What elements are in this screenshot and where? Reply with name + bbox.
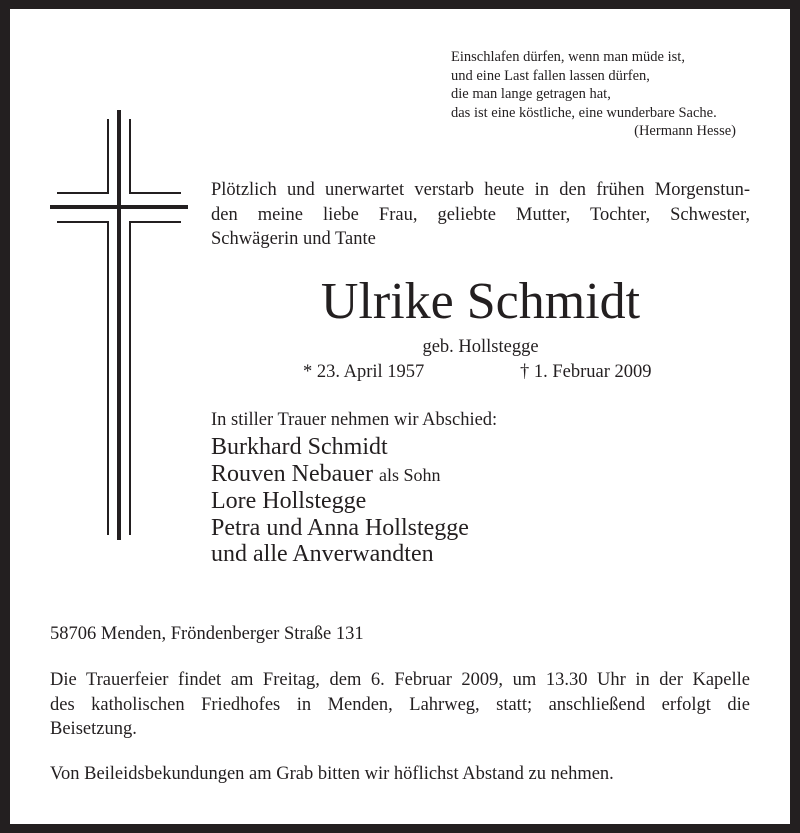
mourner-name: Lore Hollstegge bbox=[211, 488, 367, 514]
mourner-name: Burkhard Schmidt bbox=[211, 434, 388, 460]
quote-line: die man lange getragen hat, bbox=[451, 86, 611, 102]
address: 58706 Menden, Fröndenberger Straße 131 bbox=[50, 624, 364, 644]
service-line: des katholischen Friedhofes in Menden, Lahrweg, statt; anschließend erfolgt die bbox=[50, 694, 750, 715]
hesse-quote bbox=[451, 48, 736, 141]
intro-text bbox=[211, 178, 750, 252]
maiden-name: geb. Hollstegge bbox=[422, 337, 539, 357]
mourner bbox=[211, 488, 469, 515]
service-line: Beisetzung. bbox=[50, 719, 137, 739]
mourning-intro: In stiller Trauer nehmen wir Abschied: bbox=[211, 410, 498, 430]
quote-line: das ist eine köstliche, eine wunderbare Sache. bbox=[451, 104, 717, 121]
mourner bbox=[211, 434, 469, 461]
mourners-list bbox=[211, 434, 469, 568]
death-date: † 1. Februar 2009 bbox=[520, 362, 652, 382]
mourner-name: Rouven Nebauer bbox=[211, 460, 373, 487]
service-line: Die Trauerfeier findet am Freitag, dem 6. Februar 2009, um 13.30 Uhr in der Kapelle bbox=[50, 670, 750, 690]
mourner-name: und alle Anverwandten bbox=[211, 541, 434, 567]
condolence-note: Von Beileidsbekundungen am Grab bitten wir höflichst Abstand zu nehmen. bbox=[50, 764, 614, 784]
intro-line: den meine liebe Frau, geliebte Mutter, Tochter, Schwester, bbox=[211, 204, 750, 225]
deceased-name: Ulrike Schmidt bbox=[320, 273, 641, 330]
quote-line: Einschlafen dürfen, wenn man müde ist, bbox=[451, 49, 685, 65]
cross-icon bbox=[50, 110, 188, 540]
mourner bbox=[211, 541, 469, 568]
mourner bbox=[211, 515, 469, 542]
mourner bbox=[211, 461, 469, 489]
intro-line: Schwägerin und Tante bbox=[211, 229, 376, 249]
intro-line: Plötzlich und unerwartet verstarb heute in den frühen Morgenstun- bbox=[211, 180, 750, 200]
service-info bbox=[50, 668, 750, 742]
quote-author: (Hermann Hesse) bbox=[634, 123, 736, 139]
mourner-relation: als Sohn bbox=[378, 464, 441, 485]
mourner-name: Petra und Anna Hollstegge bbox=[211, 514, 469, 541]
birth-date: * 23. April 1957 bbox=[303, 362, 425, 382]
quote-line: und eine Last fallen lassen dürfen, bbox=[451, 67, 650, 84]
